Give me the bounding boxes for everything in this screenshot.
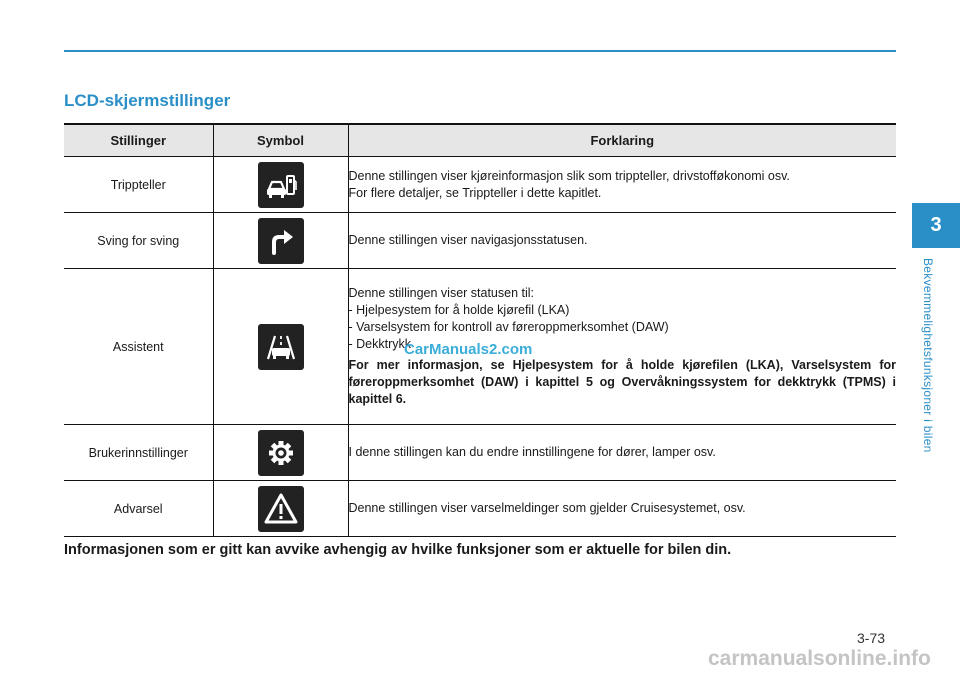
- footnote: Informasjonen som er gitt kan avvike avhengig av hvilke funksjoner som er aktuelle for bilen din.: [64, 542, 732, 558]
- setting-name: Assistent: [64, 269, 213, 425]
- table-header-row: [64, 124, 896, 157]
- explanation-line: - Dekktrykk: [348, 337, 411, 351]
- setting-name: Advarsel: [64, 481, 213, 537]
- explanation-line: Denne stillingen viser kjøreinformasjon slik som trippteller, drivstofføkonomi osv.: [348, 168, 790, 183]
- table-row: [64, 481, 896, 537]
- warning-triangle-icon: [258, 486, 304, 532]
- explanation-line: Denne stillingen viser varselmeldinger som gjelder Cruisesystemet, osv.: [348, 501, 746, 515]
- explanation-line: Denne stillingen viser statusen til:: [348, 286, 535, 300]
- chapter-label: Bekvemmelighetsfunksjoner i bilen: [921, 258, 935, 453]
- setting-name: Trippteller: [64, 157, 213, 213]
- table-row: [64, 425, 896, 481]
- explanation-line: For flere detaljer, se Trippteller i dette kapitlet.: [348, 185, 602, 200]
- explanation-line: Denne stillingen viser navigasjonsstatusen.: [348, 233, 588, 247]
- column-header-symbol: Symbol: [213, 124, 348, 157]
- trip-computer-icon: [258, 162, 304, 208]
- explanation-line: I denne stillingen kan du endre innstillingene for dører, lamper osv.: [348, 445, 716, 459]
- explanation-line: - Hjelpesystem for å holde kjørefil (LKA): [348, 303, 570, 317]
- top-rule: [64, 50, 896, 52]
- explanation-line: - Varselsystem for kontroll av føreroppmerksomhet (DAW): [348, 320, 669, 334]
- section-title: LCD-skjermstillinger: [64, 91, 231, 110]
- column-header-settings: Stillinger: [64, 124, 213, 157]
- bottom-watermark: carmanualsonline.info: [708, 647, 931, 670]
- chapter-tab: 3: [912, 203, 960, 248]
- settings-table: [64, 123, 896, 537]
- lane-assist-icon: [258, 324, 304, 370]
- setting-name: Brukerinnstillinger: [64, 425, 213, 481]
- column-header-explanation: Forklaring: [348, 124, 896, 157]
- table-row: [64, 157, 896, 213]
- setting-name: Sving for sving: [64, 213, 213, 269]
- page-number: 3-73: [857, 630, 886, 646]
- turn-arrow-icon: [258, 218, 304, 264]
- gear-icon: [258, 430, 304, 476]
- table-row: [64, 213, 896, 269]
- watermark: CarManuals2.com: [404, 341, 533, 358]
- more-info-note: For mer informasjon, se Hjelpesystem for å holde kjørefilen (LKA), Varselsystem for føreroppmerksomhet (DAW) i kapittel 5 og Overvåkningssystem for dekktrykk (TPMS) i kapittel 6.: [348, 358, 896, 406]
